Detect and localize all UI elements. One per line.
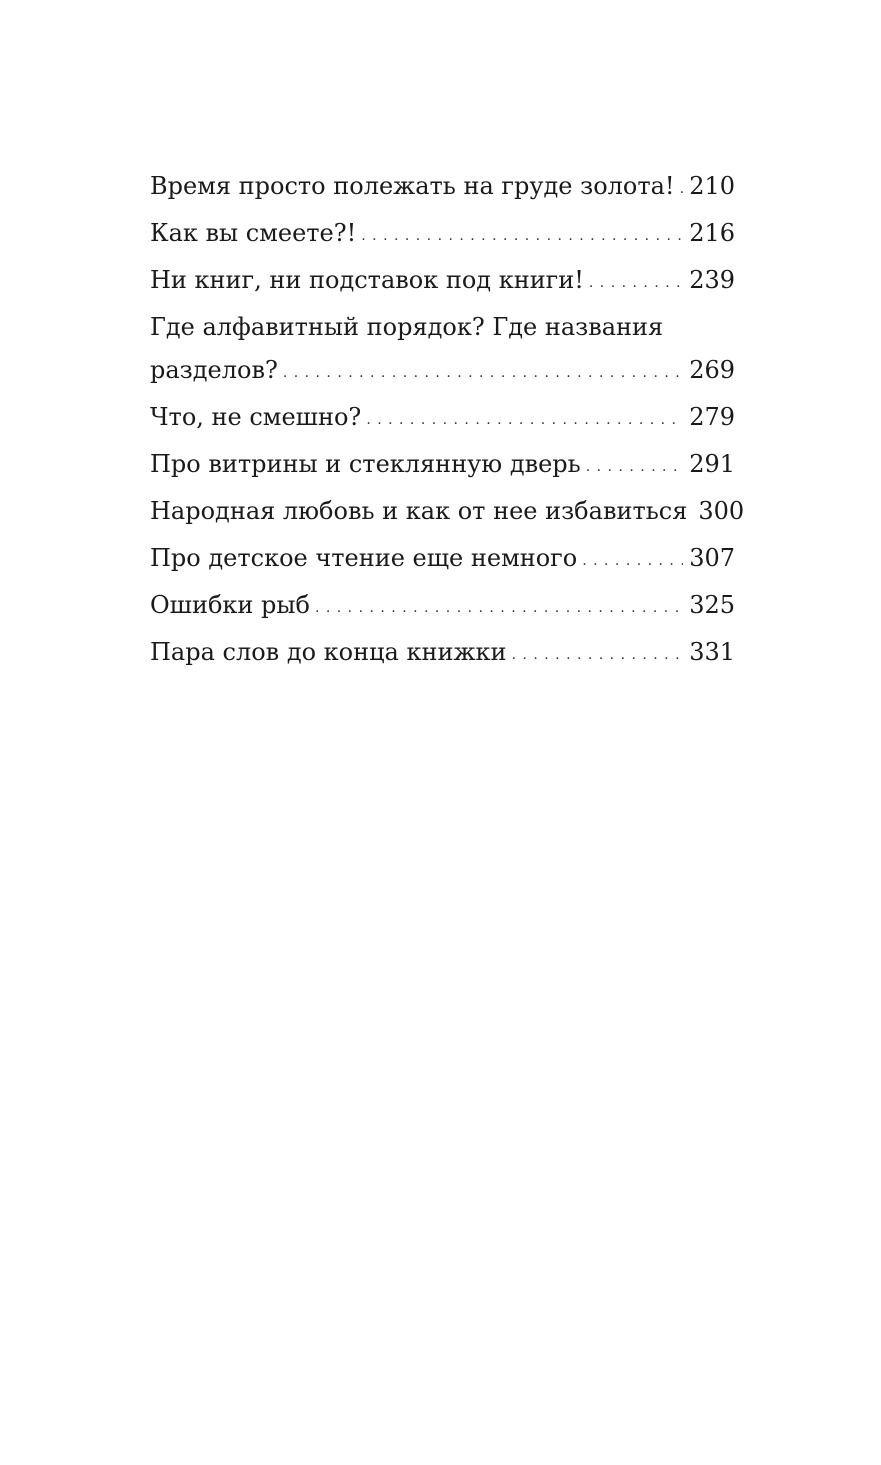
- toc-entry[interactable]: [150, 584, 735, 631]
- toc-line: [150, 537, 735, 584]
- table-of-contents: [150, 165, 745, 678]
- toc-page-number: 300: [698, 497, 745, 525]
- dot-leader: [512, 634, 684, 677]
- toc-entry[interactable]: [150, 212, 735, 259]
- toc-line-first: [150, 306, 735, 349]
- toc-line: [150, 584, 735, 631]
- toc-entry-title: Про детское чтение еще немного: [150, 544, 578, 572]
- toc-entry[interactable]: [150, 259, 735, 306]
- toc-line: [150, 443, 735, 490]
- toc-entry[interactable]: [150, 537, 735, 584]
- toc-entry-title: Пара слов до конца книжки: [150, 638, 507, 666]
- toc-page-number: 325: [689, 591, 735, 619]
- toc-line: [150, 631, 735, 678]
- toc-line: [150, 396, 735, 443]
- toc-page-number: 307: [689, 544, 735, 572]
- toc-entry-title: Как вы смеете?!: [150, 219, 357, 247]
- toc-entry-title: Что, не смешно?: [150, 403, 362, 431]
- toc-page-number: 269: [689, 356, 735, 384]
- toc-page-number: 279: [689, 403, 735, 431]
- toc-entry-title: Ошибки рыб: [150, 591, 310, 619]
- toc-entry-title: Время просто полежать на груде золота!: [150, 172, 675, 200]
- toc-line: [150, 165, 735, 212]
- toc-entry-title: Ни книг, ни подставок под книги!: [150, 266, 584, 294]
- toc-page-number: 210: [689, 172, 735, 200]
- dot-leader: [586, 446, 683, 489]
- toc-line: [150, 490, 745, 537]
- dot-leader: [582, 540, 683, 583]
- toc-entry-title: Про витрины и стеклянную дверь: [150, 450, 581, 478]
- toc-entry[interactable]: [150, 443, 735, 490]
- toc-page-number: 216: [689, 219, 735, 247]
- toc-line: [150, 259, 735, 306]
- toc-page-number: 239: [689, 266, 735, 294]
- toc-page-number: 291: [689, 450, 735, 478]
- toc-entry-title: разделов?: [150, 356, 278, 384]
- toc-entry-title: Народная любовь и как от нее избавиться: [150, 497, 688, 525]
- toc-entry[interactable]: [150, 490, 745, 537]
- toc-entry[interactable]: [150, 396, 735, 443]
- dot-leader: [315, 587, 683, 630]
- toc-entry[interactable]: [150, 306, 735, 396]
- toc-page-number: 331: [689, 638, 735, 666]
- toc-line: [150, 212, 735, 259]
- dot-leader: [680, 168, 684, 211]
- dot-leader: [283, 352, 683, 395]
- toc-entry[interactable]: [150, 165, 735, 212]
- dot-leader: [361, 215, 683, 258]
- toc-line: [150, 349, 735, 396]
- dot-leader: [366, 399, 683, 442]
- toc-entry[interactable]: [150, 631, 735, 678]
- dot-leader: [589, 262, 683, 305]
- toc-entry-title-line1: Где алфавитный порядок? Где названия: [150, 313, 664, 341]
